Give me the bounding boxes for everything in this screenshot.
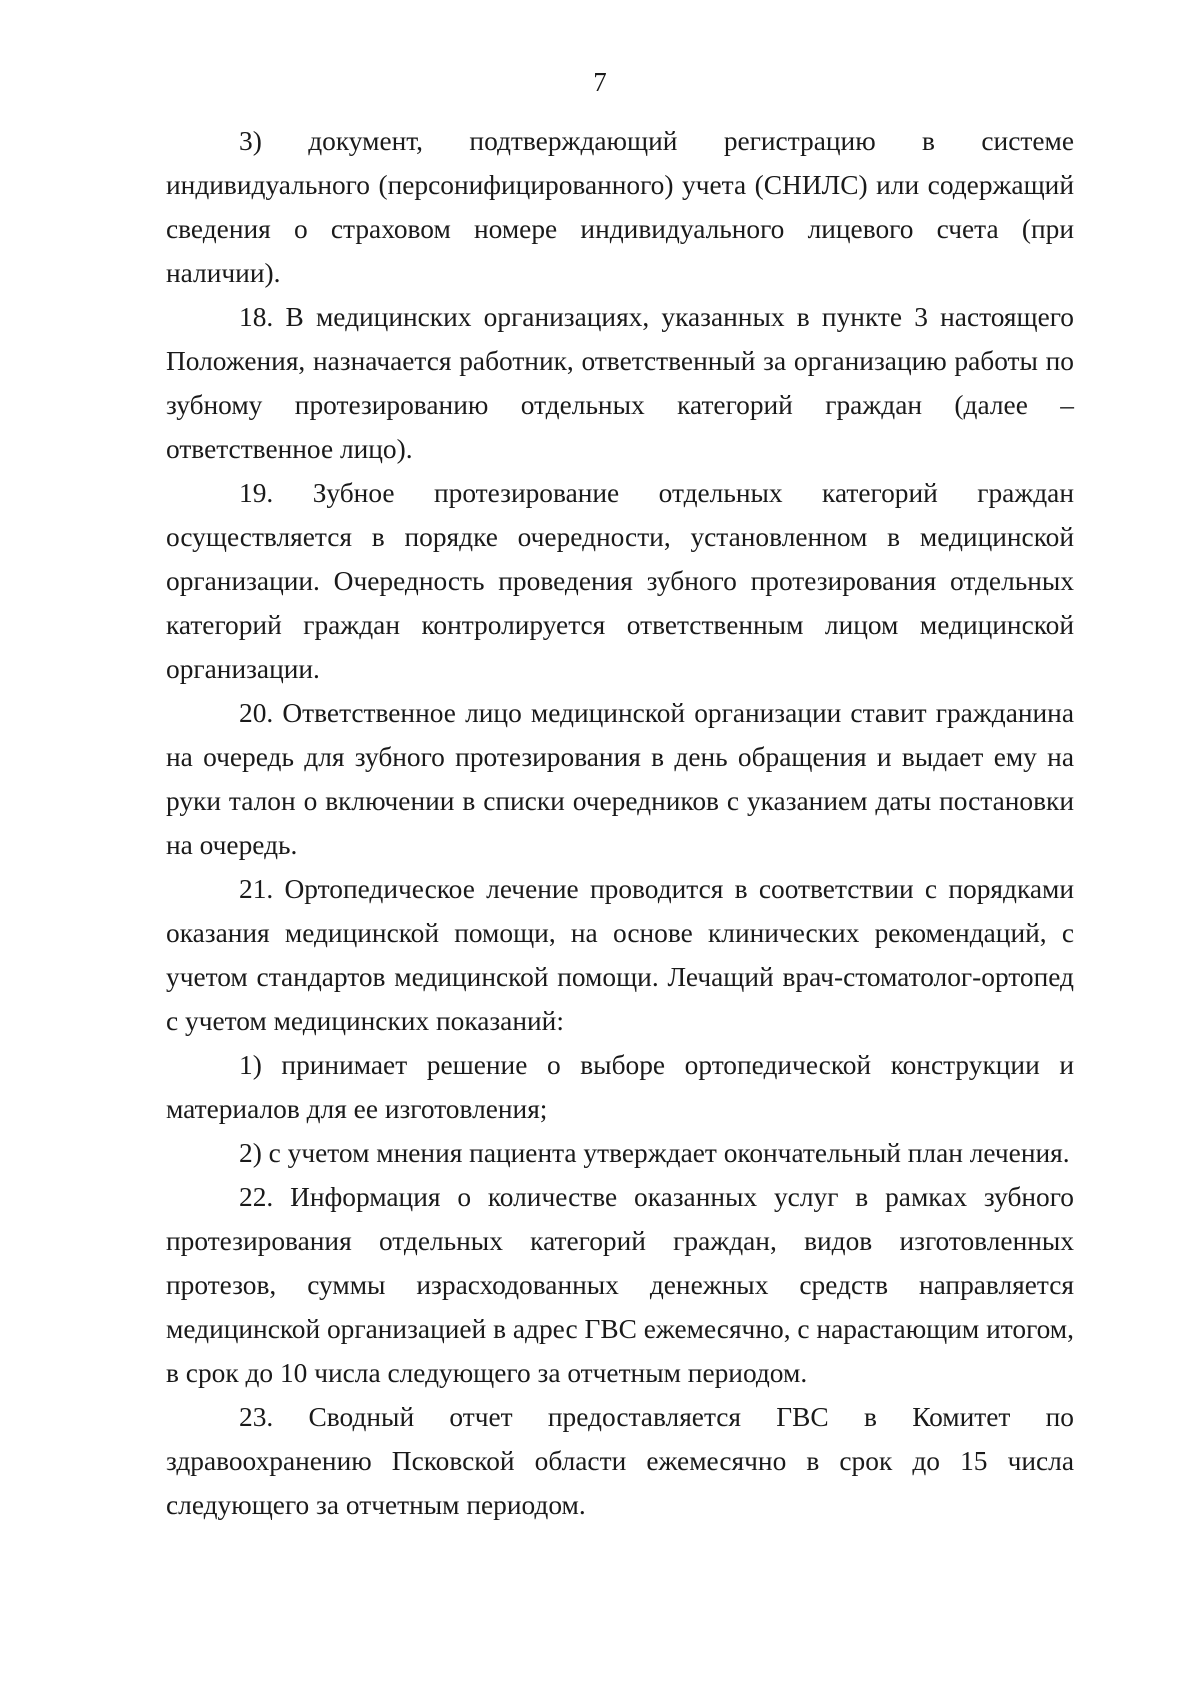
- page-number: 7: [593, 67, 607, 97]
- document-body: [166, 119, 1074, 1527]
- paragraph-21-item-2: 2) с учетом мнения пациента утверждает окончательный план лечения.: [239, 1138, 1070, 1168]
- paragraph-item-3: 3) документ, подтверждающий регистрацию в системе индивидуального (персонифицированного) учета (СНИЛС) или содержащий сведения о страховом номере индивидуального лицевого счета (при наличии).: [166, 126, 1074, 288]
- paragraph-20: 20. Ответственное лицо медицинской организации ставит гражданина на очередь для зубного протезирования в день обращения и выдает ему на руки талон о включении в списки очередников с указанием даты постановки на очередь.: [166, 698, 1074, 860]
- paragraph-22: 22. Информация о количестве оказанных услуг в рамках зубного протезирования отдельных категорий граждан, видов изготовленных протезов, суммы израсходованных денежных средств направляется медицинской организацией в адрес ГВС ежемесячно, с нарастающим итогом, в срок до 10 числа следующего за отчетным периодом.: [166, 1182, 1074, 1388]
- paragraph-21-item-1: 1) принимает решение о выборе ортопедической конструкции и материалов для ее изготовления;: [166, 1050, 1074, 1124]
- paragraph-21: 21. Ортопедическое лечение проводится в соответствии с порядками оказания медицинской помощи, на основе клинических рекомендаций, с учетом стандартов медицинской помощи. Лечащий врач-стоматолог-ортопед с учетом медицинских показаний:: [166, 874, 1074, 1036]
- paragraph-19: 19. Зубное протезирование отдельных категорий граждан осуществляется в порядке очередности, установленном в медицинской организации. Очередность проведения зубного протезирования отдельных категорий граждан контролируется ответственным лицом медицинской организации.: [166, 478, 1074, 684]
- paragraph-23: 23. Сводный отчет предоставляется ГВС в Комитет по здравоохранению Псковской области ежемесячно в срок до 15 числа следующего за отчетным периодом.: [166, 1402, 1074, 1520]
- paragraph-18: 18. В медицинских организациях, указанных в пункте 3 настоящего Положения, назначается работник, ответственный за организацию работы по зубному протезированию отдельных категорий граждан (далее – ответственное лицо).: [166, 302, 1074, 464]
